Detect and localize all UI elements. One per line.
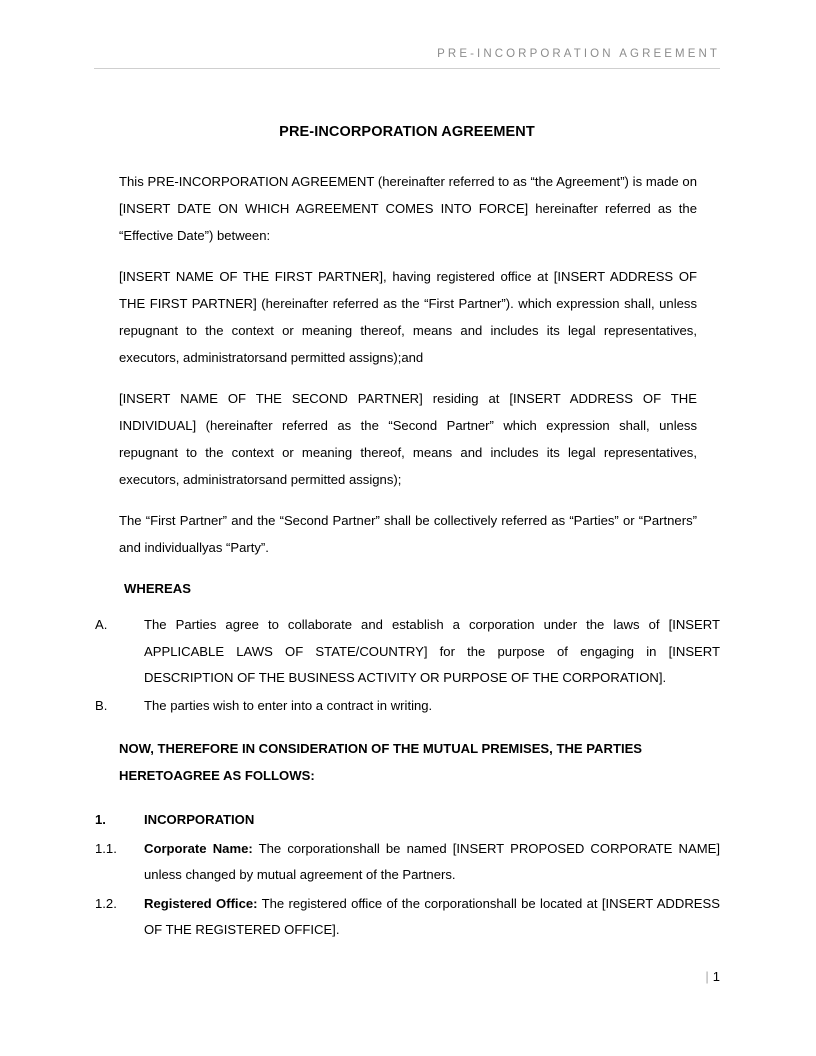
- recitals-list: [94, 612, 720, 719]
- clause-text: The corporationshall be named [INSERT PROPOSED CORPORATE NAME] unless changed by mutual agreement of the Partners.: [144, 840, 720, 882]
- header-divider: [94, 68, 720, 69]
- document-footer: [94, 968, 720, 986]
- clause-lead-in: Corporate Name:: [144, 840, 253, 856]
- clause-marker: 1.: [95, 812, 106, 827]
- clause-corporate-name: [94, 836, 720, 889]
- paragraph-parties-definition: The “First Partner” and the “Second Partner” shall be collectively referred as “Parties” or “Partners” and individuallyas “Party”.: [119, 513, 697, 555]
- list-item: [94, 612, 720, 692]
- running-header-title: PRE-INCORPORATION AGREEMENT: [437, 48, 720, 60]
- paragraph-first-partner: [INSERT NAME OF THE FIRST PARTNER], having registered office at [INSERT ADDRESS OF THE FIRST PARTNER] (hereinafter referred as the “First Partner”). which expression shall, unless repugnant to the context or meaning thereof, means and includes its legal representatives, executors, administratorsand permitted assigns);and: [119, 269, 697, 365]
- document-body: [94, 122, 720, 946]
- clause-text: The registered office of the corporationshall be located at [INSERT ADDRESS OF THE REGISTERED OFFICE].: [144, 895, 720, 937]
- clause-lead-in: Registered Office:: [144, 895, 258, 911]
- paragraph-second-partner: [INSERT NAME OF THE SECOND PARTNER] residing at [INSERT ADDRESS OF THE INDIVIDUAL] (hereinafter referred as the “Second Partner” which expression shall, unless repugnant to the context or meaning thereof, means and includes its legal representatives, executors, administratorsand permitted assigns);: [119, 391, 697, 487]
- list-item-marker: A.: [95, 617, 108, 632]
- clause-heading-incorporation: [94, 807, 720, 834]
- clause-marker: 1.1.: [95, 840, 117, 856]
- page-number: 1: [712, 969, 720, 984]
- clause-heading-text: INCORPORATION: [144, 812, 255, 827]
- whereas-heading: WHEREAS: [124, 581, 191, 596]
- footer-separator: |: [705, 969, 709, 984]
- page-title: PRE-INCORPORATION AGREEMENT: [279, 124, 535, 140]
- list-item: [94, 693, 720, 720]
- list-item-text: The Parties agree to collaborate and establish a corporation under the laws of [INSERT APPLICABLE LAWS OF STATE/COUNTRY] for the purpose of engaging in [INSERT DESCRIPTION OF THE BUSINESS ACTIVITY OR PURPOSE OF THE CORPORATION].: [144, 617, 720, 685]
- clause-registered-office: [94, 891, 720, 944]
- paragraph-intro: This PRE-INCORPORATION AGREEMENT (hereinafter referred to as “the Agreement”) is made on [INSERT DATE ON WHICH AGREEMENT COMES INTO FORCE] hereinafter referred as the “Effective Date”) between:: [119, 174, 697, 243]
- clause-marker: 1.2.: [95, 895, 117, 911]
- clauses-list: [94, 807, 720, 944]
- list-item-marker: B.: [95, 697, 108, 713]
- now-therefore-statement: NOW, THEREFORE IN CONSIDERATION OF THE MUTUAL PREMISES, THE PARTIES HERETOAGREE AS FOLLOWS:: [119, 741, 643, 783]
- document-header: [94, 46, 720, 69]
- list-item-text: The parties wish to enter into a contract in writing.: [144, 697, 433, 713]
